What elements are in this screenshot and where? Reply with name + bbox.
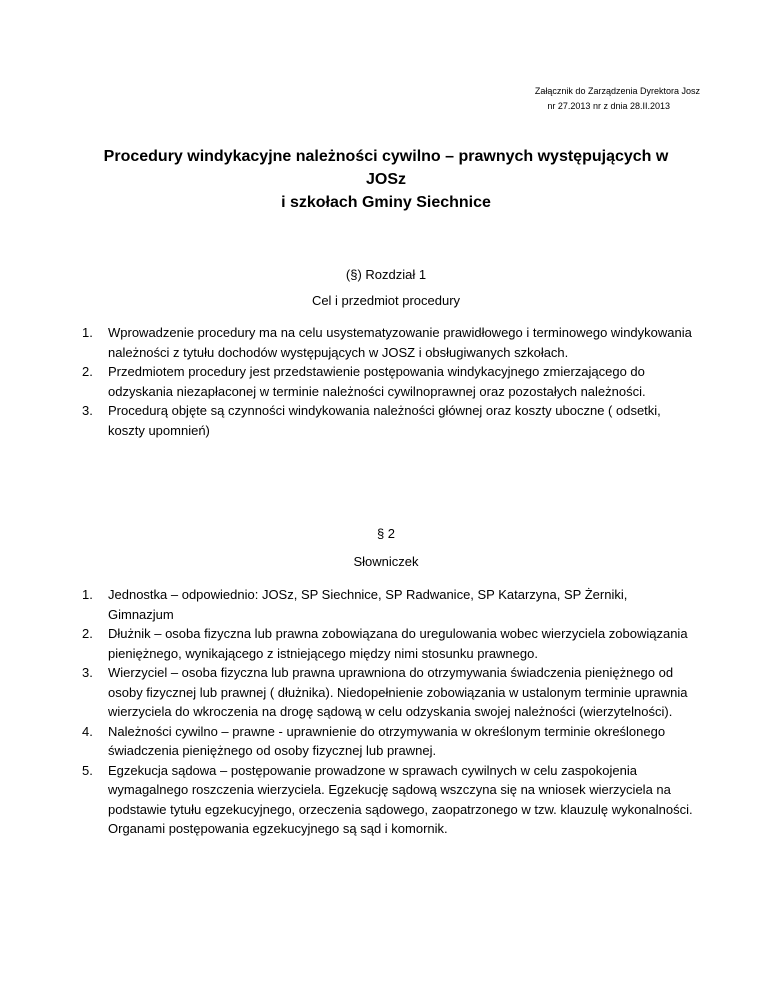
- section-2-list: [82, 585, 696, 839]
- list-item: [82, 624, 696, 663]
- document-title: [60, 145, 712, 214]
- list-item: [82, 401, 696, 440]
- section-2-heading: § 2: [376, 526, 396, 541]
- list-item-number: 2.: [82, 364, 93, 379]
- list-item: [82, 585, 696, 624]
- list-item-number: 1.: [82, 587, 93, 602]
- list-item-number: 4.: [82, 723, 93, 739]
- list-item-number: 3.: [82, 665, 93, 680]
- list-item: [82, 663, 696, 722]
- section-1-list: [82, 323, 696, 440]
- annex-note: [420, 84, 700, 114]
- section-1-subheading: Cel i przedmiot procedury: [311, 293, 461, 308]
- section-1-heading: (§) Rozdział 1: [345, 267, 427, 282]
- title-line-2: JOSz: [365, 171, 406, 188]
- annex-line-2: nr 27.2013 nr z dnia 28.II.2013: [547, 101, 670, 111]
- title-line-1: Procedury windykacyjne należności cywilno – prawnych występujących w: [103, 148, 669, 165]
- list-item-number: 3.: [82, 403, 93, 418]
- list-item-text: Wprowadzenie procedury ma na celu usystematyzowanie prawidłowego i terminowego windykowania należności z tytułu dochodów występujących w JOSZ i obsługiwanych szkołach.: [108, 325, 692, 360]
- section-2-subheading: Słowniczek: [353, 554, 419, 569]
- list-item-number: 5.: [82, 762, 93, 778]
- list-item-text: Należności cywilno – prawne - uprawnienie do otrzymywania w określonym terminie określonego świadczenia pieniężnego od osoby fizycznej lub prawnej.: [108, 723, 666, 758]
- list-item-text: Przedmiotem procedury jest przedstawienie postępowania windykacyjnego zmierzającego do odzyskania niezapłaconej w terminie należności cywilnoprawnej oraz pozostałych należności.: [108, 364, 646, 399]
- list-item-text: Wierzyciel – osoba fizyczna lub prawna uprawniona do otrzymywania świadczenia pieniężnego od osoby fizycznej lub prawnej ( dłużnika). Niedopełnienie zobowiązania w ustalonym terminie uprawnia wierzyciela do wkroczenia na drogę sądową w celu odzyskania swojej należności (wierzytelności).: [108, 665, 688, 719]
- list-item: [82, 761, 696, 839]
- list-item-text: Jednostka – odpowiednio: JOSz, SP Siechnice, SP Radwanice, SP Katarzyna, SP Żerniki, Gimnazjum: [108, 587, 628, 622]
- list-item-number: 1.: [82, 325, 93, 340]
- list-item-number: 2.: [82, 626, 93, 641]
- list-item-text: Procedurą objęte są czynności windykowania należności głównej oraz koszty uboczne ( odsetki, koszty upomnień): [108, 403, 661, 438]
- title-line-3: i szkołach Gminy Siechnice: [281, 194, 491, 211]
- list-item-text: Dłużnik – osoba fizyczna lub prawna zobowiązana do uregulowania wobec wierzyciela zobowiązania pieniężnego, wynikającego z istniejącego między nimi stosunku prawnego.: [108, 626, 688, 661]
- list-item: [82, 323, 696, 362]
- list-item: [82, 362, 696, 401]
- list-item: [82, 722, 696, 761]
- list-item-text: Egzekucja sądowa – postępowanie prowadzone w sprawach cywilnych w celu zaspokojenia wymagalnego roszczenia wierzyciela. Egzekucję sądową wszczyna się na wniosek wierzyciela na podstawie tytułu egzekucyjnego, orzeczenia sądowego, zaopatrzonego w tzw. klauzulę wykonalności. Organami postępowania egzekucyjnego są sąd i komornik.: [108, 762, 693, 836]
- annex-line-1: Załącznik do Zarządzenia Dyrektora Josz: [534, 86, 700, 96]
